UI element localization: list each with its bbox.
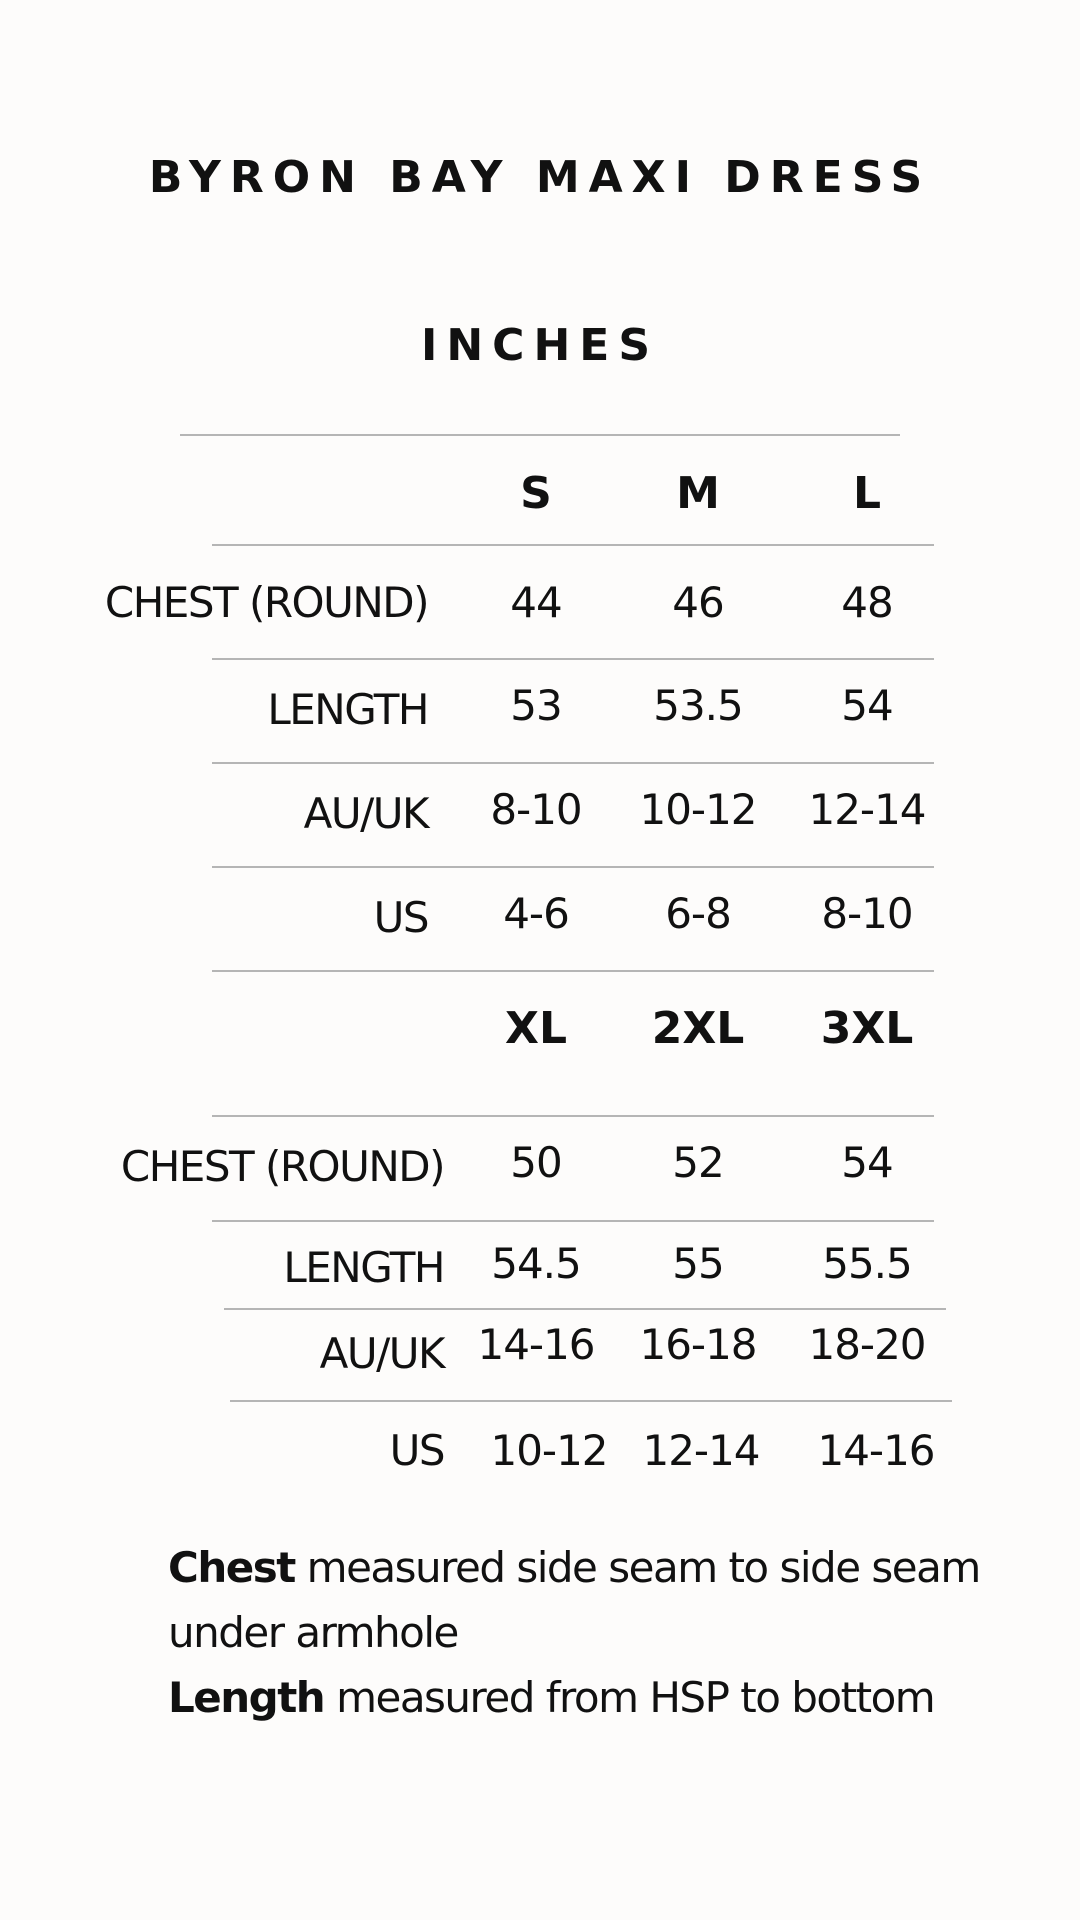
table-divider	[212, 866, 934, 868]
length-note-term: Length	[168, 1673, 325, 1722]
row-label-length: LENGTH	[267, 685, 428, 734]
table-cell: 18-20	[808, 1320, 926, 1369]
table-cell: 14-16	[817, 1426, 935, 1475]
table-cell: 4-6	[503, 889, 569, 938]
table-cell: 53.5	[653, 681, 743, 730]
row-label-us: US	[389, 1426, 444, 1475]
row-label-au-uk: AU/UK	[319, 1329, 444, 1378]
table-cell: 54.5	[491, 1239, 581, 1288]
table-cell: 6-8	[665, 889, 731, 938]
size-header: M	[676, 468, 720, 519]
table-cell: 46	[672, 578, 724, 627]
table-cell: 10-12	[639, 785, 757, 834]
table-cell: 8-10	[490, 785, 582, 834]
table-cell: 10-12	[490, 1426, 608, 1475]
size-header: 2XL	[651, 1003, 745, 1054]
table-divider	[180, 434, 900, 436]
table-divider	[212, 1115, 934, 1117]
table-cell: 52	[672, 1138, 724, 1187]
size-header: XL	[505, 1003, 567, 1054]
table-cell: 12-14	[808, 785, 926, 834]
chest-note-term: Chest	[168, 1543, 295, 1592]
table-divider	[224, 1308, 946, 1310]
row-label-us: US	[373, 893, 428, 942]
length-note	[168, 1665, 1028, 1730]
row-label-length: LENGTH	[283, 1243, 444, 1292]
table-cell: 54	[841, 1138, 893, 1187]
table-cell: 48	[841, 578, 893, 627]
table-cell: 53	[510, 681, 562, 730]
size-header: 3XL	[820, 1003, 914, 1054]
table-cell: 12-14	[642, 1426, 760, 1475]
table-divider	[212, 1220, 934, 1222]
table-divider	[212, 970, 934, 972]
product-title: BYRON BAY MAXI DRESS	[148, 152, 932, 203]
size-header: S	[520, 468, 552, 519]
size-header: L	[852, 468, 882, 519]
row-label-chest: CHEST (ROUND)	[104, 578, 428, 627]
measurement-notes	[168, 1535, 1028, 1730]
table-divider	[212, 658, 934, 660]
table-divider	[230, 1400, 952, 1402]
table-divider	[212, 544, 934, 546]
table-cell: 55.5	[822, 1239, 912, 1288]
row-label-chest: CHEST (ROUND)	[120, 1142, 444, 1191]
table-cell: 8-10	[821, 889, 913, 938]
chest-note	[168, 1535, 1028, 1665]
table-cell: 44	[510, 578, 562, 627]
length-note-text: measured from HSP to bottom	[336, 1673, 935, 1722]
row-label-au-uk: AU/UK	[303, 789, 428, 838]
unit-heading: INCHES	[420, 320, 660, 371]
table-cell: 14-16	[477, 1320, 595, 1369]
chest-note-text: measured side seam to side seam under armhole	[168, 1543, 980, 1657]
table-divider	[212, 762, 934, 764]
table-cell: 55	[672, 1239, 724, 1288]
table-cell: 16-18	[639, 1320, 757, 1369]
table-cell: 50	[510, 1138, 562, 1187]
table-cell: 54	[841, 681, 893, 730]
